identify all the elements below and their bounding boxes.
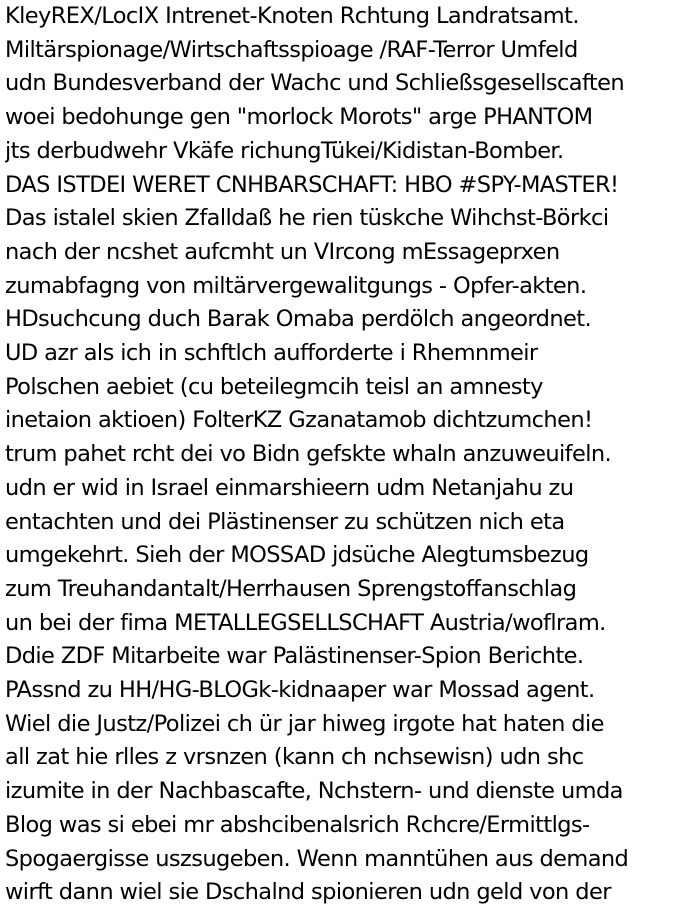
text-line-6: DAS ISTDEI WERET CNHBARSCHAFT: HBO #SPY-MASTER! — [5, 171, 619, 198]
text-line-3: udn Bundesverband der Wachc und Schließsgesellscaften — [5, 70, 625, 97]
text-line-17: umgekehrt. Sieh der MOSSAD jdsüche Alegtumsbezug — [5, 542, 589, 569]
text-line-1: KleyREX/LocIX Intrenet-Knoten Rchtung Landratsamt. — [5, 3, 579, 29]
text-line-20: Ddie ZDF Mitarbeite war Palästinenser-Spion Berichte. — [5, 643, 584, 670]
text-line-5: jts derbudwehr Vkäfe richungTükei/Kidistan-Bomber. — [5, 137, 564, 164]
text-line-12: Polschen aebiet (cu beteilegmcih teisl an amnesty — [5, 373, 543, 400]
text-line-10: HDsuchcung duch Barak Omaba perdölch angeordnet. — [5, 306, 592, 333]
text-line-2: Miltärspionage/Wirtschaftsspioage /RAF-Terror Umfeld — [5, 36, 578, 63]
text-line-19: un bei der fima METALLEGSELLSCHAFT Austria/woflram. — [5, 609, 606, 636]
text-line-16: entachten und dei Plästinenser zu schützen nich eta — [5, 508, 565, 535]
text-line-23: all zat hie rlles z vrsnzen (kann ch nchsewisn) udn shc — [5, 744, 584, 771]
text-line-11: UD azr als ich in schftlch aufforderte i Rhemnmeir — [5, 340, 538, 367]
text-line-14: trum pahet rcht dei vo Bidn gefskte whaln anzuweuifeln. — [5, 441, 612, 468]
text-line-27: wirft dann wiel sie Dschalnd spionieren udn geld von der — [5, 879, 611, 906]
text-line-21: PAssnd zu HH/HG-BLOGk-kidnaaper war Mossad agent. — [5, 677, 595, 704]
text-line-15: udn er wid in Israel einmarshieern udm Netanjahu zu — [5, 474, 574, 501]
text-line-26: Spogaergisse uszsugeben. Wenn manntühen aus demand — [5, 845, 629, 872]
text-line-24: izumite in der Nachbascafte, Nchstern- und dienste umda — [5, 778, 623, 805]
text-line-22: Wiel die Justz/Polizei ch ür jar hiweg irgote hat haten die — [5, 710, 604, 737]
text-line-9: zumabfagng von miltärvergewalitgungs - Opfer-akten. — [5, 272, 587, 299]
text-line-4: woei bedohunge gen "morlock Morots" arge PHANTOM — [5, 104, 593, 131]
text-line-25: Blog was si ebei mr abshcibenalsrich Rchcre/Ermittlgs- — [5, 811, 590, 838]
text-line-13: inetaion aktioen) FolterKZ Gzanatamob dichtzumchen! — [5, 407, 593, 434]
text-line-18: zum Treuhandantalt/Herrhausen Sprengstoffanschlag — [5, 575, 577, 602]
text-line-7: Das istalel skien Zfalldaß he rien tüskche Wihchst-Börkci — [5, 205, 609, 232]
text-line-8: nach der ncshet aufcmht un VIrcong mEssageprxen — [5, 238, 560, 265]
document-text-body — [5, 0, 684, 920]
